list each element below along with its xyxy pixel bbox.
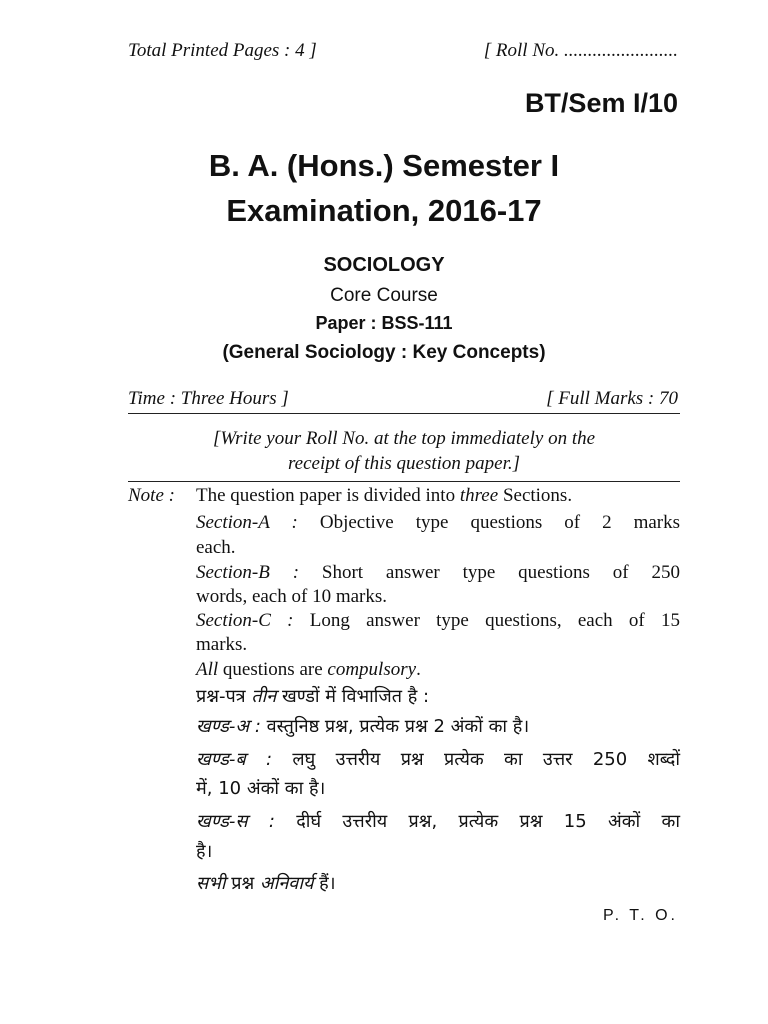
subject-heading: SOCIOLOGY bbox=[323, 254, 445, 276]
roll-instruction-line-1: [Write your Roll No. at the top immediately on the bbox=[212, 428, 596, 449]
top-header-row bbox=[128, 40, 678, 66]
compulsory-emphasis: compulsory bbox=[327, 659, 417, 680]
section-b-line-1 bbox=[196, 562, 680, 584]
note-intro-end: Sections. bbox=[498, 485, 573, 506]
hindi-intro-emphasis: तीन bbox=[251, 686, 277, 707]
hindi-section-b-label: खण्ड-ब : bbox=[196, 749, 273, 770]
section-c-text: Long answer type questions, each of 15 bbox=[309, 610, 680, 631]
note-intro-text: The question paper is divided into bbox=[196, 485, 460, 506]
roll-instruction bbox=[128, 426, 680, 476]
section-a-label: Section-A : bbox=[196, 512, 298, 533]
hindi-section-a-label: खण्ड-अ : bbox=[196, 716, 261, 737]
course-type: Core Course bbox=[330, 285, 438, 306]
all-mid: questions are bbox=[218, 659, 328, 680]
section-b-label: Section-B : bbox=[196, 562, 300, 583]
section-a-text: Objective type questions of 2 marks bbox=[319, 512, 681, 533]
note-label: Note : bbox=[128, 485, 175, 506]
hindi-section-b-line-1 bbox=[196, 747, 680, 771]
hindi-section-b-text: लघु उत्तरीय प्रश्न प्रत्येक का उत्तर 250 शब्दों bbox=[292, 749, 680, 770]
hindi-intro bbox=[196, 684, 680, 708]
section-a-line-1 bbox=[196, 512, 680, 534]
section-c-line-2: marks. bbox=[196, 634, 248, 655]
hindi-intro-text: प्रश्न-पत्र bbox=[196, 686, 252, 707]
hindi-section-b-line-2: में, 10 अंकों का है। bbox=[196, 778, 326, 799]
section-c-label: Section-C : bbox=[196, 610, 294, 631]
hindi-section-c-text: दीर्घ उत्तरीय प्रश्न, प्रत्येक प्रश्न 15 अंकों का bbox=[296, 811, 680, 832]
hindi-section-c-line-1 bbox=[196, 809, 680, 833]
total-printed-pages: Total Printed Pages : 4 ] bbox=[128, 40, 317, 61]
section-b-line-2: words, each of 10 marks. bbox=[196, 586, 388, 607]
hindi-section-a-text: वस्तुनिष्ठ प्रश्न, प्रत्येक प्रश्न 2 अंकों का है। bbox=[266, 716, 530, 737]
full-marks: [ Full Marks : 70 bbox=[546, 388, 678, 409]
time-marks-row bbox=[128, 388, 678, 412]
roll-instruction-line-2: receipt of this question paper.] bbox=[287, 453, 521, 474]
hindi-all-mid: प्रश्न bbox=[225, 873, 260, 894]
hindi-all-end: हैं। bbox=[313, 873, 336, 894]
section-b-text: Short answer type questions of 250 bbox=[321, 562, 680, 583]
section-a-line-2: each. bbox=[196, 537, 236, 558]
exam-title-line-1: B. A. (Hons.) Semester I bbox=[208, 148, 560, 183]
hindi-compulsory-emphasis: अनिवार्य bbox=[259, 873, 314, 894]
hindi-all-compulsory bbox=[196, 871, 680, 895]
paper-title: (General Sociology : Key Concepts) bbox=[222, 342, 546, 363]
all-compulsory bbox=[196, 659, 680, 681]
hindi-section-c-line-2: है। bbox=[196, 841, 213, 862]
section-c-line-1 bbox=[196, 610, 680, 632]
divider-bottom bbox=[128, 481, 680, 482]
time-allowed: Time : Three Hours ] bbox=[128, 388, 289, 409]
all-emphasis: All bbox=[196, 659, 219, 680]
paper-number: Paper : BSS-111 bbox=[315, 313, 453, 333]
hindi-section-a bbox=[196, 714, 680, 738]
all-end: . bbox=[416, 659, 421, 680]
note-intro-emphasis: three bbox=[459, 485, 499, 506]
hindi-intro-end: खण्डों में विभाजित है : bbox=[276, 686, 430, 707]
hindi-section-c-label: खण्ड-स : bbox=[196, 811, 275, 832]
divider-top bbox=[128, 413, 680, 414]
hindi-all-emphasis: सभी bbox=[196, 873, 226, 894]
roll-number-field: [ Roll No. ........................ bbox=[483, 40, 678, 61]
please-turn-over: P. T. O. bbox=[603, 907, 678, 924]
exam-title-line-2: Examination, 2016-17 bbox=[226, 193, 542, 228]
paper-code: BT/Sem I/10 bbox=[524, 88, 678, 118]
note-intro bbox=[196, 485, 680, 507]
